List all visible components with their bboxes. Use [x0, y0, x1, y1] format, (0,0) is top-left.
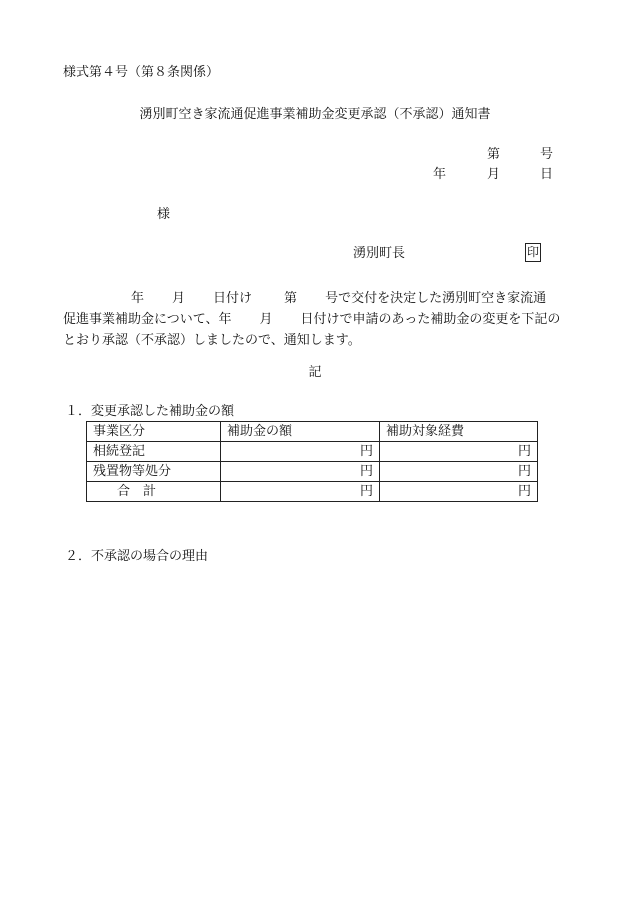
issuer-name: 湧別町長: [353, 246, 406, 261]
column-header-expense: 補助対象経費: [380, 422, 538, 442]
row-category: 相続登記: [87, 442, 221, 462]
table-row: [87, 442, 538, 462]
column-header-category: 事業区分: [87, 422, 221, 442]
notice-body: [63, 288, 583, 351]
ki-heading: 記: [308, 365, 322, 380]
row-subsidy-unit: 円: [221, 482, 380, 502]
date-year: 年: [433, 167, 447, 182]
body-dai: 第: [284, 291, 298, 306]
row-subsidy-unit: 円: [221, 442, 380, 462]
document-title: 湧別町空き家流通促進事業補助金変更承認（不承認）通知書: [139, 107, 491, 122]
body-year: 年: [131, 291, 145, 306]
table-row: [87, 462, 538, 482]
addressee-suffix: 様: [157, 207, 171, 222]
body-line2-start: 促進事業補助金について、年: [63, 312, 232, 327]
body-line2-month: 月: [259, 312, 273, 327]
body-line-2: [63, 309, 583, 330]
form-id: 様式第４号（第８条関係）: [63, 65, 220, 80]
reference-number-go: 号: [540, 147, 554, 162]
body-day-dated: 日付け: [213, 291, 253, 306]
section-2-heading: ２．不承認の場合の理由: [65, 549, 209, 564]
row-subsidy-unit: 円: [221, 462, 380, 482]
row-category: 残置物等処分: [87, 462, 221, 482]
body-month: 月: [172, 291, 186, 306]
table-total-row: [87, 482, 538, 502]
subsidy-amount-table: [86, 421, 538, 502]
seal-mark: 印: [525, 243, 541, 262]
section-1-heading: １．変更承認した補助金の額: [65, 404, 235, 419]
date-day: 日: [540, 167, 554, 182]
date-month: 月: [487, 167, 501, 182]
row-expense-unit: 円: [380, 462, 538, 482]
body-line-1: [63, 288, 583, 309]
reference-number-dai: 第: [487, 147, 501, 162]
body-line2-rest: 日付けで申請のあった補助金の変更を下記の: [300, 312, 561, 327]
body-line1-rest: 号で交付を決定した湧別町空き家流通: [325, 291, 547, 306]
column-header-subsidy: 補助金の額: [221, 422, 380, 442]
table-header-row: [87, 422, 538, 442]
row-category-total: 合 計: [87, 482, 221, 502]
row-expense-unit: 円: [380, 482, 538, 502]
row-expense-unit: 円: [380, 442, 538, 462]
body-line-3: とおり承認（不承認）しましたので、通知します。: [63, 333, 361, 348]
